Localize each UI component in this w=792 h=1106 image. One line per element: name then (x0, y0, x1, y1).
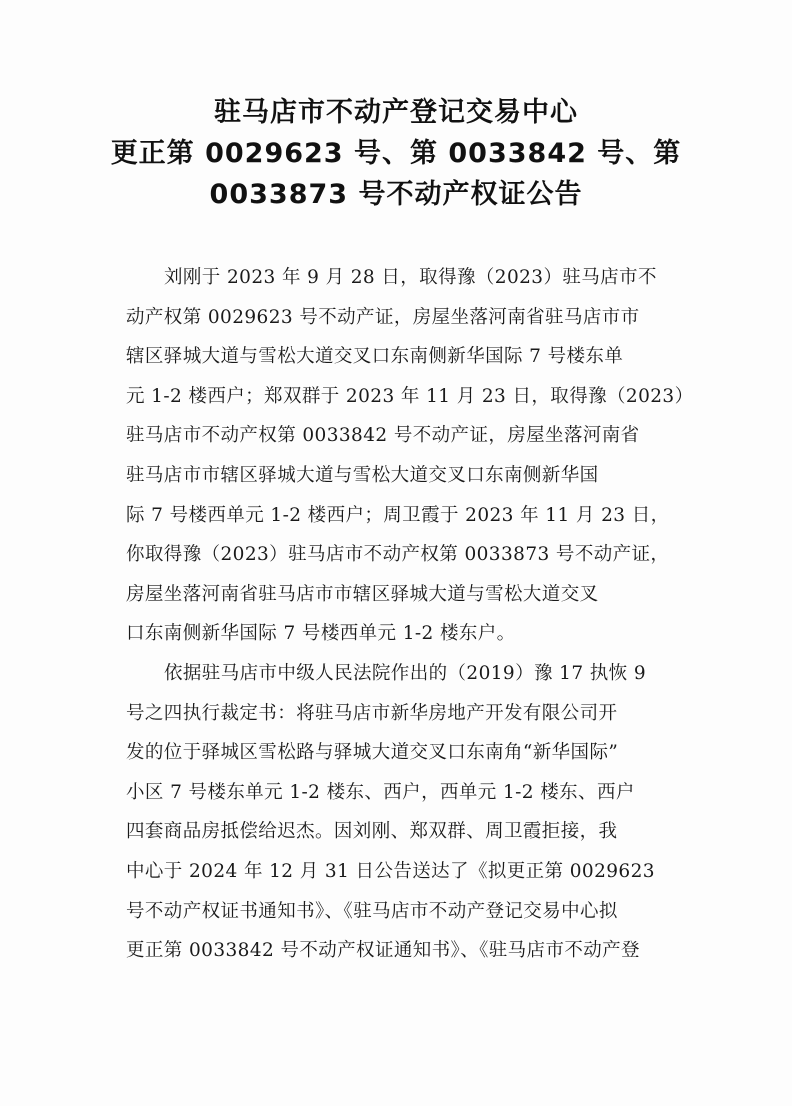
title-line-2: 更正第 0029623 号、第 0033842 号、第 (110, 138, 682, 169)
paragraph-2 (126, 654, 686, 971)
text-line: 口东南侧新华国际 7 号楼西单元 1-2 楼东户。 (126, 623, 516, 645)
text-line: 你取得豫（2023）驻马店市不动产权第 0033873 号不动产证， (126, 544, 670, 566)
text-line: 辖区驿城大道与雪松大道交叉口东南侧新华国际 7 号楼东单 (126, 346, 624, 368)
text-line: 房屋坐落河南省驻马店市市辖区驿城大道与雪松大道交叉 (126, 583, 599, 605)
text-line: 元 1-2 楼西户；郑双群于 2023 年 11 月 23 日，取得豫（2023） (126, 385, 694, 407)
text-line: 四套商品房抵偿给迟杰。因刘刚、郑双群、周卫霞拒接，我 (126, 821, 618, 843)
text-line: 驻马店市不动产权第 0033842 号不动产证，房屋坐落河南省 (126, 425, 640, 447)
text-line: 号不动产权证书通知书》、《驻马店市不动产登记交易中心拟 (126, 900, 618, 922)
text-line: 号之四执行裁定书：将驻马店市新华房地产开发有限公司开 (126, 702, 618, 724)
text-line: 发的位于驿城区雪松路与驿城大道交叉口东南角“新华国际” (126, 742, 619, 764)
text-line: 驻马店市市辖区驿城大道与雪松大道交叉口东南侧新华国 (126, 464, 599, 486)
text-line: 更正第 0033842 号不动产权证通知书》、《驻马店市不动产登 (126, 940, 640, 962)
notice-title (0, 92, 792, 215)
text-line: 刘刚于 2023 年 9 月 28 日，取得豫（2023）驻马店市不 (164, 267, 657, 288)
paragraph-1 (126, 258, 694, 654)
text-line: 动产权第 0029623 号不动产证，房屋坐落河南省驻马店市市 (126, 306, 640, 328)
title-line-1: 驻马店市不动产登记交易中心 (214, 97, 578, 128)
notice-body (126, 258, 694, 971)
title-line-3: 0033873 号不动产权证公告 (209, 179, 583, 210)
text-line: 中心于 2024 年 12 月 31 日公告送达了《拟更正第 0029623 (126, 860, 655, 882)
text-line: 小区 7 号楼东单元 1-2 楼东、西户，西单元 1-2 楼东、西户 (126, 781, 635, 803)
text-line: 依据驻马店市中级人民法院作出的（2019）豫 17 执恢 9 (164, 662, 647, 684)
text-line: 际 7 号楼西单元 1-2 楼西户；周卫霞于 2023 年 11 月 23 日， (126, 504, 670, 526)
